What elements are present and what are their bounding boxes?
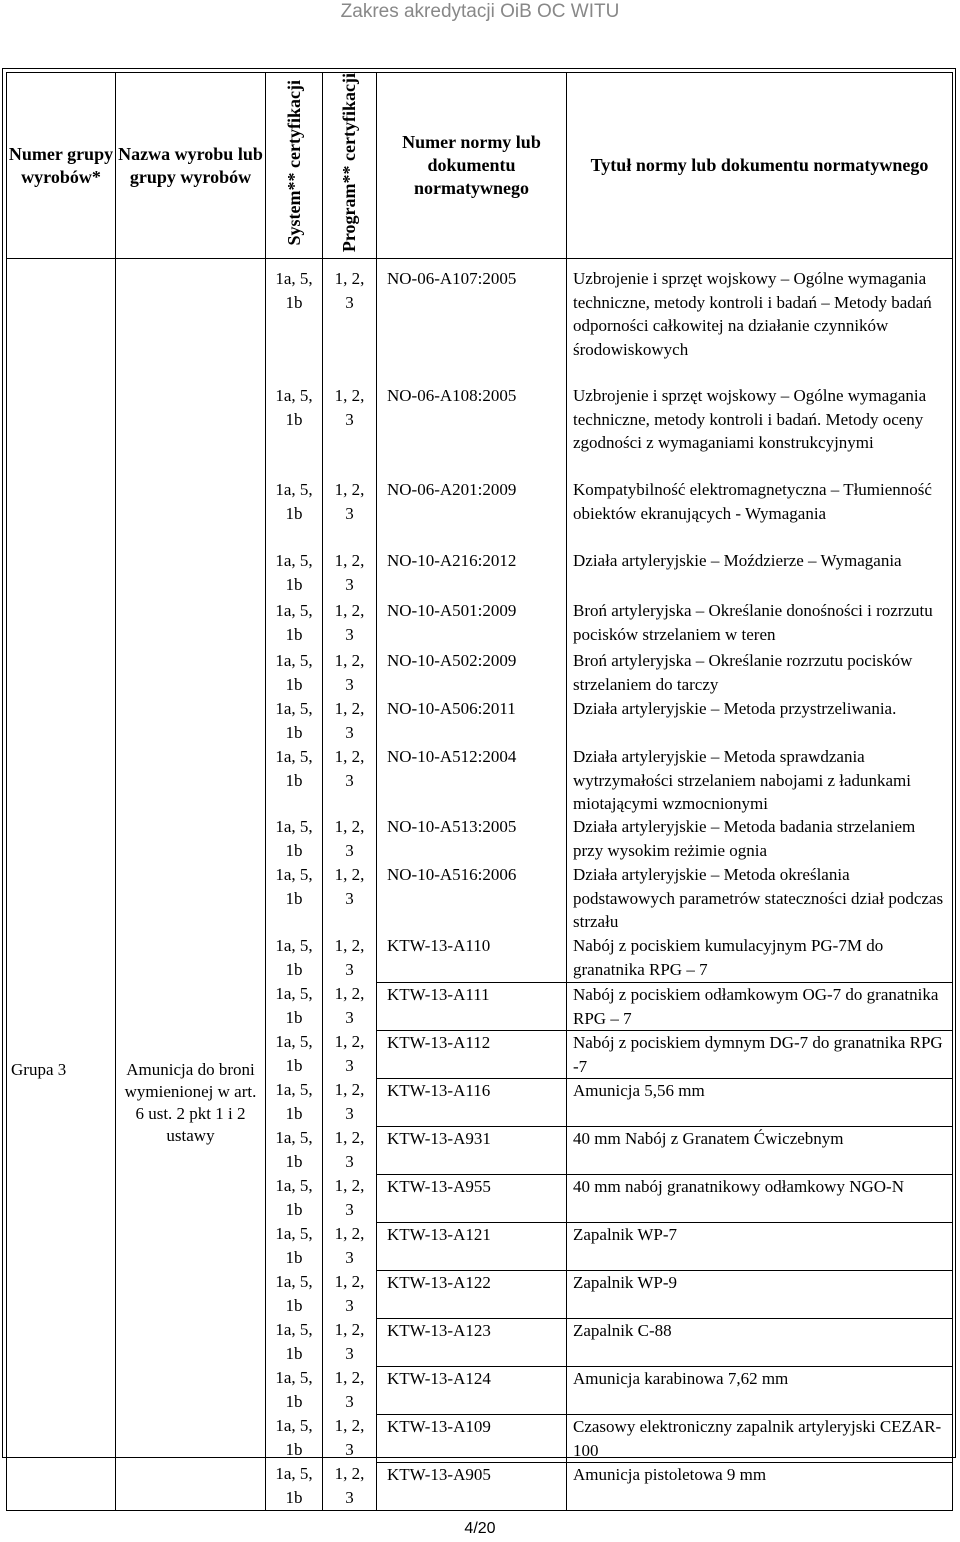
row-system-cell: 1a, 5, 1b	[275, 1032, 313, 1076]
document-header-title: Zakres akredytacji OiB OC WITU	[340, 1, 620, 22]
row-system-cell: 1a, 5, 1b	[275, 386, 313, 430]
table-header-row	[7, 73, 953, 259]
row-system-cell: 1a, 5, 1b	[275, 865, 313, 909]
row-document-title: Działa artyleryjskie – Metoda przystrzeliwania.	[573, 699, 897, 719]
row-system-cell: 1a, 5, 1b	[275, 651, 313, 695]
row-system-cell: 1a, 5, 1b	[275, 1176, 313, 1220]
row-program-cell: 1, 2, 3	[334, 551, 365, 595]
row-document-number: KTW-13-A905	[377, 1462, 566, 1510]
row-document-number: NO-10-A516:2006	[387, 865, 517, 885]
row-program-cell: 1, 2, 3	[334, 386, 365, 430]
row-document-number: KTW-13-A121	[377, 1222, 566, 1270]
row-document-number: KTW-13-A931	[377, 1126, 566, 1174]
col-header-system-label: System** certyfikacji	[283, 79, 304, 246]
row-program-cell: 1, 2, 3	[334, 651, 365, 695]
row-document-number: KTW-13-A123	[377, 1318, 566, 1366]
row-program-cell: 1, 2, 3	[334, 1416, 365, 1460]
col-header-document-number: Numer normy lub dokumentu normatywnego	[377, 73, 567, 259]
row-document-title: Uzbrojenie i sprzęt wojskowy – Ogólne wymagania techniczne, metody kontroli i badań. Metody oceny zgodności z wymaganiami konstrukcyjnymi	[573, 386, 927, 453]
row-system-cell: 1a, 5, 1b	[275, 551, 313, 595]
row-document-title: Amunicja karabinowa 7,62 mm	[567, 1366, 952, 1414]
row-program-cell: 1, 2, 3	[334, 1272, 365, 1316]
row-system-cell: 1a, 5, 1b	[275, 1272, 313, 1316]
row-program-cell: 1, 2, 3	[334, 601, 365, 645]
col-header-program	[323, 73, 377, 259]
row-system-cell: 1a, 5, 1b	[275, 747, 313, 791]
row-program-cell: 1, 2, 3	[334, 1032, 365, 1076]
row-document-number: KTW-13-A110	[387, 936, 491, 956]
row-document-number: KTW-13-A116	[377, 1078, 566, 1126]
row-document-number: KTW-13-A122	[377, 1270, 566, 1318]
row-document-title: Działa artyleryjskie – Metoda określania podstawowych parametrów stateczności dział podczas strzału	[573, 865, 944, 932]
row-document-title: Broń artyleryjska – Określanie donośności i rozrzutu pocisków strzelaniem w teren	[573, 601, 933, 644]
row-document-number: KTW-13-A109	[377, 1414, 566, 1462]
row-system-cell: 1a, 5, 1b	[275, 936, 313, 980]
row-system-cell: 1a, 5, 1b	[275, 1128, 313, 1172]
row-document-number: NO-06-A201:2009	[387, 480, 517, 500]
document-number-column	[377, 259, 567, 1511]
row-document-number: NO-10-A216:2012	[387, 551, 517, 571]
row-program-cell: 1, 2, 3	[334, 936, 365, 980]
row-document-number: NO-10-A502:2009	[387, 651, 517, 671]
row-document-title: Kompatybilność elektromagnetyczna – Tłumienność obiektów ekranujących - Wymagania	[573, 480, 932, 523]
row-program-cell: 1, 2, 3	[334, 747, 365, 791]
system-column	[266, 259, 323, 1511]
row-document-title: Działa artyleryjskie – Metoda sprawdzania wytrzymałości strzelaniem nabojami z ładunkami miotającymi wzmocnionymi	[573, 747, 911, 814]
document-title-column	[567, 259, 953, 1511]
row-document-number: KTW-13-A124	[377, 1366, 566, 1414]
row-program-cell: 1, 2, 3	[334, 1176, 365, 1220]
row-system-cell: 1a, 5, 1b	[275, 269, 313, 313]
row-system-cell: 1a, 5, 1b	[275, 1368, 313, 1412]
row-document-number: NO-10-A501:2009	[387, 601, 517, 621]
page-number: 4/20	[464, 1520, 496, 1537]
col-header-program-label: Program** certyfikacji	[339, 73, 359, 253]
row-document-title: Zapalnik C-88	[567, 1318, 952, 1366]
row-document-title: Zapalnik WP-7	[567, 1222, 952, 1270]
accreditation-table	[6, 72, 953, 1511]
row-program-cell: 1, 2, 3	[334, 817, 365, 861]
row-document-title: Broń artyleryjska – Określanie rozrzutu pocisków strzelaniem do tarczy	[573, 651, 913, 694]
row-program-cell: 1, 2, 3	[334, 1464, 365, 1508]
col-header-product-name: Nazwa wyrobu lub grupy wyrobów	[116, 73, 266, 259]
col-header-group-number: Numer grupy wyrobów*	[7, 73, 116, 259]
row-document-title: Nabój z pociskiem dymnym DG-7 do granatnika RPG -7	[567, 1030, 952, 1078]
row-document-title: 40 mm Nabój z Granatem Ćwiczebnym	[567, 1126, 952, 1174]
row-program-cell: 1, 2, 3	[334, 480, 365, 524]
row-document-number: KTW-13-A955	[377, 1174, 566, 1222]
row-program-cell: 1, 2, 3	[334, 1224, 365, 1268]
row-document-title: Amunicja 5,56 mm	[567, 1078, 952, 1126]
row-document-title: Amunicja pistoletowa 9 mm	[567, 1462, 952, 1510]
row-program-cell: 1, 2, 3	[334, 1080, 365, 1124]
row-document-number: NO-06-A108:2005	[387, 386, 517, 406]
table-body-row	[7, 259, 953, 1511]
row-system-cell: 1a, 5, 1b	[275, 1416, 313, 1460]
row-system-cell: 1a, 5, 1b	[275, 1464, 313, 1508]
row-program-cell: 1, 2, 3	[334, 984, 365, 1028]
row-document-title: Czasowy elektroniczny zapalnik artyleryjski CEZAR-100	[567, 1414, 952, 1462]
row-program-cell: 1, 2, 3	[334, 269, 365, 313]
row-program-cell: 1, 2, 3	[334, 1320, 365, 1364]
row-document-title: Działa artyleryjskie – Metoda badania strzelaniem przy wysokim reżimie ognia	[573, 817, 916, 860]
row-document-title: Uzbrojenie i sprzęt wojskowy – Ogólne wymagania techniczne, metody kontroli i badań – Metody badań odporności całkowitej na działanie czynników środowiskowych	[573, 269, 932, 359]
group-number-cell: Grupa 3	[7, 259, 116, 1511]
row-program-cell: 1, 2, 3	[334, 699, 365, 743]
row-document-number: NO-06-A107:2005	[387, 269, 517, 289]
row-system-cell: 1a, 5, 1b	[275, 1320, 313, 1364]
row-program-cell: 1, 2, 3	[334, 1368, 365, 1412]
row-system-cell: 1a, 5, 1b	[275, 1080, 313, 1124]
row-system-cell: 1a, 5, 1b	[275, 480, 313, 524]
row-system-cell: 1a, 5, 1b	[275, 699, 313, 743]
row-document-number: NO-10-A506:2011	[387, 699, 516, 719]
col-header-document-title: Tytuł normy lub dokumentu normatywnego	[567, 73, 953, 259]
row-document-number: KTW-13-A111	[377, 982, 566, 1030]
row-document-title: Nabój z pociskiem odłamkowym OG-7 do granatnika RPG – 7	[567, 982, 952, 1030]
row-document-title: Zapalnik WP-9	[567, 1270, 952, 1318]
product-name-cell: Amunicja do broni wymienionej w art. 6 ust. 2 pkt 1 i 2 ustawy	[116, 259, 266, 1511]
row-program-cell: 1, 2, 3	[334, 865, 365, 909]
row-system-cell: 1a, 5, 1b	[275, 984, 313, 1028]
row-document-title: Nabój z pociskiem kumulacyjnym PG-7M do granatnika RPG – 7	[573, 936, 884, 979]
row-document-title: 40 mm nabój granatnikowy odłamkowy NGO-N	[567, 1174, 952, 1222]
row-system-cell: 1a, 5, 1b	[275, 601, 313, 645]
row-system-cell: 1a, 5, 1b	[275, 1224, 313, 1268]
row-program-cell: 1, 2, 3	[334, 1128, 365, 1172]
program-column	[323, 259, 377, 1511]
row-document-number: NO-10-A512:2004	[387, 747, 517, 767]
row-document-number: NO-10-A513:2005	[387, 817, 517, 837]
row-system-cell: 1a, 5, 1b	[275, 817, 313, 861]
row-document-number: KTW-13-A112	[377, 1030, 566, 1078]
col-header-system	[266, 73, 323, 259]
row-document-title: Działa artyleryjskie – Moździerze – Wymagania	[573, 551, 902, 571]
